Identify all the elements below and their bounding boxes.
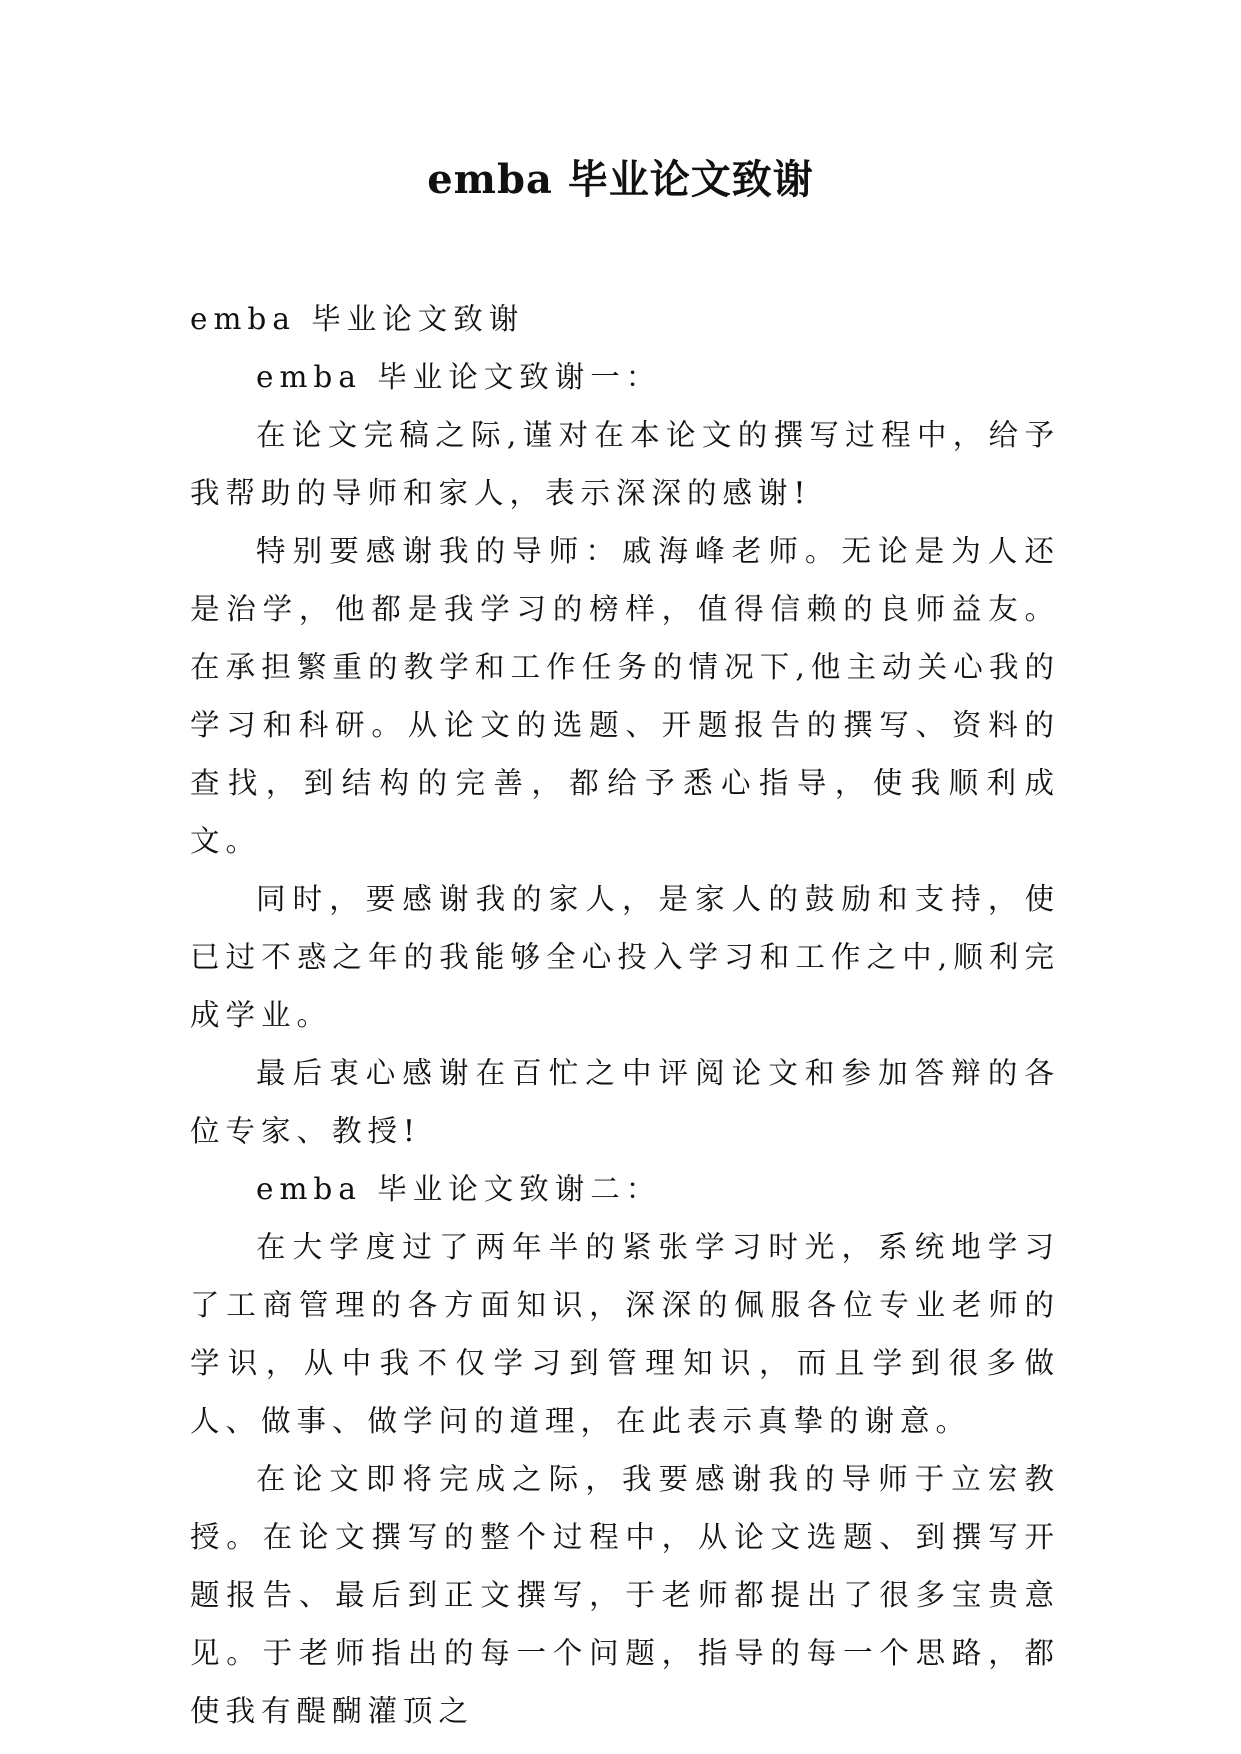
paragraph-section-one-heading: emba 毕业论文致谢一： [256,360,662,394]
paragraph: 在论文即将完成之际，我要感谢我的导师于立宏教授。在论文撰写的整个过程中，从论文选题、到撰写开题报告、最后到正文撰写，于老师都提出了很多宝贵意见。于老师指出的每一个问题，指导的每一个思路，都使我有醍醐灌顶之 [190,1462,1060,1728]
document-title: emba 毕业论文致谢 [427,156,814,203]
document-body [190,290,1060,1740]
paragraph-section-two-heading: emba 毕业论文致谢二： [256,1172,662,1206]
paragraph: 特别要感谢我的导师：戚海峰老师。无论是为人还是治学，他都是我学习的榜样，值得信赖的良师益友。在承担繁重的教学和工作任务的情况下,他主动关心我的学习和科研。从论文的选题、开题报告的撰写、资料的查找，到结构的完善，都给予悉心指导，使我顺利成文。 [190,534,1060,858]
paragraph: 在大学度过了两年半的紧张学习时光，系统地学习了工商管理的各方面知识，深深的佩服各位专业老师的学识，从中我不仅学习到管理知识，而且学到很多做人、做事、做学问的道理，在此表示真挚的谢意。 [190,1230,1060,1438]
paragraph: 最后衷心感谢在百忙之中评阅论文和参加答辩的各位专家、教授! [190,1056,1060,1148]
paragraph-heading: emba 毕业论文致谢 [190,302,525,336]
paragraph: 在论文完稿之际,谨对在本论文的撰写过程中，给予我帮助的导师和家人，表示深深的感谢! [190,418,1060,510]
paragraph: 同时，要感谢我的家人，是家人的鼓励和支持，使已过不惑之年的我能够全心投入学习和工作之中,顺利完成学业。 [190,882,1060,1032]
